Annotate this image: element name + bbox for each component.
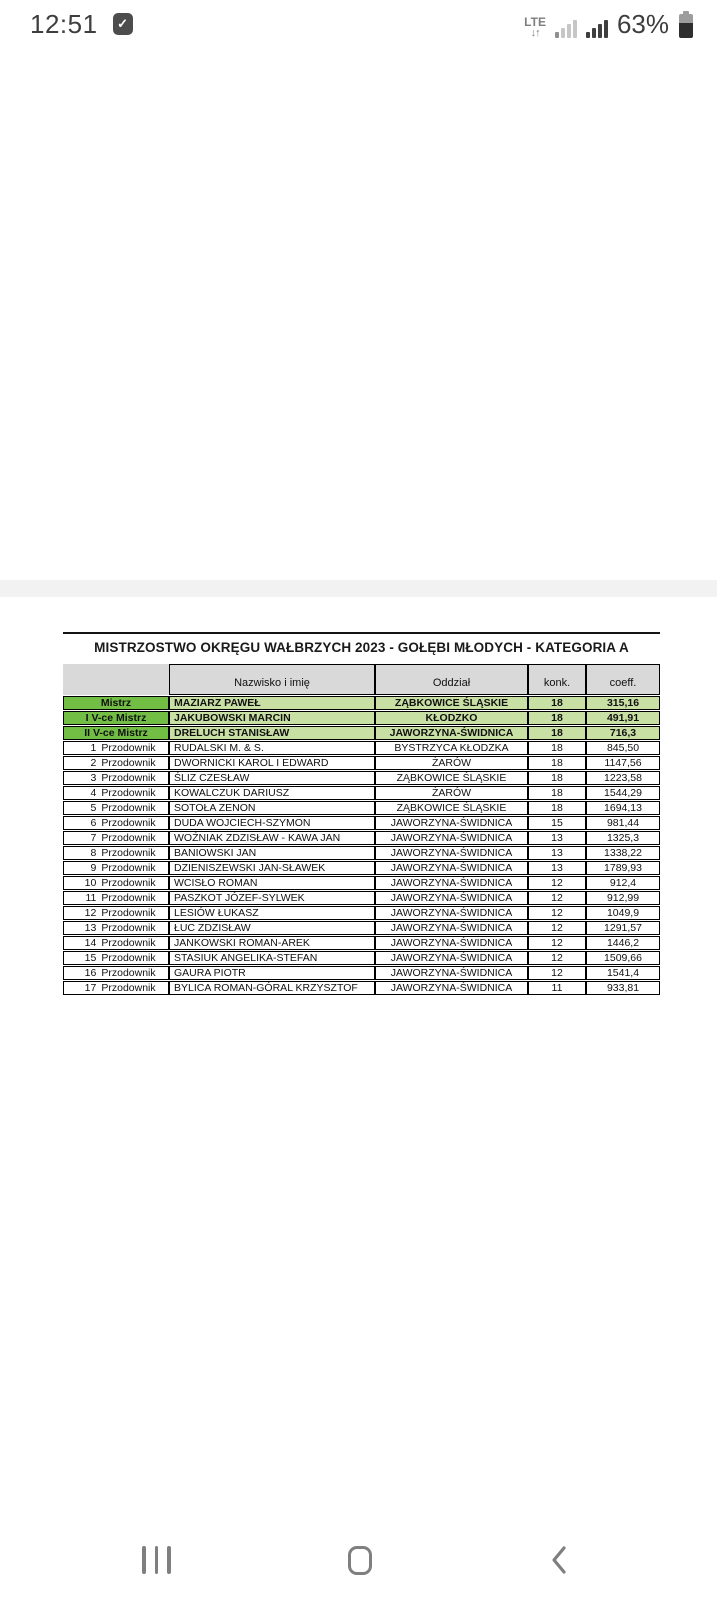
table-row — [63, 861, 660, 875]
konk-cell: 18 — [528, 741, 586, 755]
home-button[interactable] — [340, 1538, 380, 1583]
name-cell: KOWALCZUK DARIUSZ — [169, 786, 375, 800]
rank-number: 8 — [90, 847, 97, 859]
name-cell: DUDA WOJCIECH-SZYMON — [169, 816, 375, 830]
konk-cell: 18 — [528, 786, 586, 800]
rank-number: 12 — [84, 907, 97, 919]
rank-title: Przodownik — [101, 862, 156, 874]
rank-title: Przodownik — [101, 937, 156, 949]
signal-strength-icon-sim2 — [586, 19, 608, 40]
rank-number: 16 — [84, 967, 97, 979]
recent-apps-button[interactable] — [134, 1538, 179, 1582]
branch-cell: JAWORZYNA-ŚWIDNICA — [375, 816, 528, 830]
rank-title: Przodownik — [101, 847, 156, 859]
coeff-cell: 981,44 — [586, 816, 660, 830]
rank-cell — [63, 936, 169, 950]
branch-cell: JAWORZYNA-ŚWIDNICA — [375, 981, 528, 995]
rank-cell — [63, 831, 169, 845]
coeff-cell: 1338,22 — [586, 846, 660, 860]
coeff-cell: 1694,13 — [586, 801, 660, 815]
name-cell: BANIOWSKI JAN — [169, 846, 375, 860]
table-row — [63, 906, 660, 920]
konk-cell: 12 — [528, 966, 586, 980]
rank-number: 7 — [90, 832, 97, 844]
rank-number: 15 — [84, 952, 97, 964]
branch-cell: JAWORZYNA-ŚWIDNICA — [375, 861, 528, 875]
rank-cell — [63, 696, 169, 710]
coeff-cell: 1325,3 — [586, 831, 660, 845]
rank-title: Przodownik — [101, 742, 156, 754]
rank-title: Przodownik — [101, 907, 156, 919]
rank-title: Przodownik — [101, 967, 156, 979]
status-bar-right — [524, 9, 693, 40]
home-icon — [348, 1546, 372, 1575]
branch-cell: JAWORZYNA-ŚWIDNICA — [375, 726, 528, 740]
table-row — [63, 711, 660, 725]
branch-cell: JAWORZYNA-ŚWIDNICA — [375, 936, 528, 950]
coeff-cell: 1291,57 — [586, 921, 660, 935]
name-cell: WCISŁO ROMAN — [169, 876, 375, 890]
rank-cell — [63, 816, 169, 830]
table-row — [63, 936, 660, 950]
name-cell: JANKOWSKI ROMAN-AREK — [169, 936, 375, 950]
rank-number: 5 — [90, 802, 97, 814]
rank-title: Przodownik — [101, 832, 156, 844]
status-time: 12:51 — [30, 8, 98, 39]
table-row — [63, 891, 660, 905]
table-row — [63, 771, 660, 785]
name-cell: WOŹNIAK ZDZISŁAW - KAWA JAN — [169, 831, 375, 845]
rank-number: 9 — [90, 862, 97, 874]
rank-title: Przodownik — [101, 802, 156, 814]
name-cell: DWORNICKI KAROL I EDWARD — [169, 756, 375, 770]
results-table — [63, 663, 660, 996]
document-title: MISTRZOSTWO OKRĘGU WAŁBRZYCH 2023 - GOŁĘBI MŁODYCH - KATEGORIA A — [94, 640, 629, 655]
branch-cell: ŻARÓW — [375, 756, 528, 770]
rank-cell — [63, 951, 169, 965]
coeff-cell: 912,4 — [586, 876, 660, 890]
header-row — [63, 664, 660, 695]
branch-cell: JAWORZYNA-ŚWIDNICA — [375, 846, 528, 860]
konk-cell: 18 — [528, 801, 586, 815]
checkmark-notification-icon: ✓ — [113, 13, 133, 35]
rank-cell — [63, 756, 169, 770]
network-type-label: LTE — [524, 14, 546, 29]
data-arrows-icon: ↓↑ — [530, 26, 540, 39]
rank-number: 1 — [90, 742, 97, 754]
branch-cell: JAWORZYNA-ŚWIDNICA — [375, 921, 528, 935]
results-table-body — [63, 696, 660, 995]
rank-number: 2 — [90, 757, 97, 769]
rank-cell — [63, 966, 169, 980]
konk-cell: 11 — [528, 981, 586, 995]
rank-title: I V-ce Mistrz — [85, 712, 147, 724]
coeff-cell: 1223,58 — [586, 771, 660, 785]
konk-cell: 15 — [528, 816, 586, 830]
rank-title: Przodownik — [101, 757, 156, 769]
rank-title: Przodownik — [101, 982, 156, 994]
table-row — [63, 921, 660, 935]
rank-title: Przodownik — [101, 787, 156, 799]
name-cell: BYLICA ROMAN-GÓRAL KRZYSZTOF — [169, 981, 375, 995]
branch-cell: BYSTRZYCA KŁODZKA — [375, 741, 528, 755]
konk-cell: 18 — [528, 726, 586, 740]
konk-cell: 18 — [528, 711, 586, 725]
coeff-cell: 315,16 — [586, 696, 660, 710]
name-cell: ŁUC ZDZISŁAW — [169, 921, 375, 935]
table-row — [63, 786, 660, 800]
rank-cell — [63, 771, 169, 785]
back-icon — [549, 1544, 569, 1576]
name-cell: JAKUBOWSKI MARCIN — [169, 711, 375, 725]
konk-cell: 13 — [528, 831, 586, 845]
rank-title: II V-ce Mistrz — [84, 727, 148, 739]
coeff-cell: 933,81 — [586, 981, 660, 995]
rank-title: Przodownik — [101, 892, 156, 904]
konk-cell: 12 — [528, 876, 586, 890]
document-page — [63, 632, 660, 996]
header-cell-rank — [63, 664, 169, 695]
coeff-cell: 1541,4 — [586, 966, 660, 980]
coeff-cell: 716,3 — [586, 726, 660, 740]
branch-cell: JAWORZYNA-ŚWIDNICA — [375, 966, 528, 980]
rank-cell — [63, 921, 169, 935]
rank-title: Przodownik — [101, 952, 156, 964]
name-cell: ŚLIZ CZESŁAW — [169, 771, 375, 785]
table-row — [63, 966, 660, 980]
konk-cell: 12 — [528, 951, 586, 965]
recent-apps-icon — [142, 1546, 171, 1574]
rank-cell — [63, 861, 169, 875]
network-type-indicator — [524, 14, 546, 40]
branch-cell: ZĄBKOWICE ŚLĄSKIE — [375, 696, 528, 710]
rank-cell — [63, 906, 169, 920]
table-row — [63, 756, 660, 770]
table-row — [63, 726, 660, 740]
branch-cell: ZĄBKOWICE ŚLĄSKIE — [375, 801, 528, 815]
header-cell-coeff: coeff. — [586, 664, 660, 695]
rank-number: 6 — [90, 817, 97, 829]
coeff-cell: 1446,2 — [586, 936, 660, 950]
rank-title: Przodownik — [101, 817, 156, 829]
rank-number: 4 — [90, 787, 97, 799]
name-cell: PASZKOT JÓZEF-SYLWEK — [169, 891, 375, 905]
branch-cell: ŻARÓW — [375, 786, 528, 800]
rank-number: 11 — [85, 892, 97, 904]
rank-number: 14 — [84, 937, 97, 949]
rank-number: 17 — [84, 982, 97, 994]
page-separator-band — [0, 580, 717, 597]
rank-title: Przodownik — [101, 877, 156, 889]
name-cell: DZIENISZEWSKI JAN-SŁAWEK — [169, 861, 375, 875]
header-cell-name: Nazwisko i imię — [169, 664, 375, 695]
konk-cell: 12 — [528, 891, 586, 905]
table-row — [63, 696, 660, 710]
coeff-cell: 1544,29 — [586, 786, 660, 800]
branch-cell: JAWORZYNA-ŚWIDNICA — [375, 831, 528, 845]
table-row — [63, 951, 660, 965]
name-cell: DRELUCH STANISŁAW — [169, 726, 375, 740]
rank-number: 13 — [84, 922, 97, 934]
coeff-cell: 491,91 — [586, 711, 660, 725]
branch-cell: JAWORZYNA-ŚWIDNICA — [375, 906, 528, 920]
table-row — [63, 816, 660, 830]
rank-cell — [63, 981, 169, 995]
konk-cell: 12 — [528, 921, 586, 935]
rank-cell — [63, 726, 169, 740]
rank-cell — [63, 846, 169, 860]
coeff-cell: 1509,66 — [586, 951, 660, 965]
table-row — [63, 981, 660, 995]
table-row — [63, 846, 660, 860]
table-row — [63, 876, 660, 890]
name-cell: SOTOŁA ZENON — [169, 801, 375, 815]
rank-cell — [63, 891, 169, 905]
branch-cell: JAWORZYNA-ŚWIDNICA — [375, 891, 528, 905]
konk-cell: 18 — [528, 771, 586, 785]
rank-cell — [63, 741, 169, 755]
branch-cell: ZĄBKOWICE ŚLĄSKIE — [375, 771, 528, 785]
coeff-cell: 912,99 — [586, 891, 660, 905]
rank-number: 10 — [84, 877, 97, 889]
header-cell-branch: Oddział — [375, 664, 528, 695]
name-cell: LESIÓW ŁUKASZ — [169, 906, 375, 920]
battery-icon — [679, 14, 693, 38]
status-bar — [0, 0, 717, 46]
konk-cell: 13 — [528, 861, 586, 875]
rank-number: 3 — [90, 772, 97, 784]
konk-cell: 12 — [528, 936, 586, 950]
rank-title: Przodownik — [101, 772, 156, 784]
rank-cell — [63, 876, 169, 890]
konk-cell: 13 — [528, 846, 586, 860]
back-button[interactable] — [541, 1536, 577, 1584]
name-cell: STASIUK ANGELIKA-STEFAN — [169, 951, 375, 965]
navigation-bar — [0, 1520, 717, 1600]
konk-cell: 18 — [528, 756, 586, 770]
branch-cell: JAWORZYNA-ŚWIDNICA — [375, 876, 528, 890]
rank-cell — [63, 711, 169, 725]
coeff-cell: 1147,56 — [586, 756, 660, 770]
konk-cell: 12 — [528, 906, 586, 920]
rank-cell — [63, 801, 169, 815]
table-row — [63, 801, 660, 815]
table-row — [63, 741, 660, 755]
name-cell: MAZIARZ PAWEŁ — [169, 696, 375, 710]
rank-title: Przodownik — [101, 922, 156, 934]
header-cell-konk: konk. — [528, 664, 586, 695]
battery-percent-label: 63% — [616, 8, 669, 39]
coeff-cell: 845,50 — [586, 741, 660, 755]
name-cell: GAURA PIOTR — [169, 966, 375, 980]
coeff-cell: 1049,9 — [586, 906, 660, 920]
signal-strength-icon-sim1 — [555, 19, 577, 40]
status-bar-left — [30, 9, 133, 40]
coeff-cell: 1789,93 — [586, 861, 660, 875]
rank-title: Mistrz — [100, 697, 132, 709]
rank-cell — [63, 786, 169, 800]
name-cell: RUDALSKI M. & S. — [169, 741, 375, 755]
branch-cell: JAWORZYNA-ŚWIDNICA — [375, 951, 528, 965]
branch-cell: KŁODZKO — [375, 711, 528, 725]
table-row — [63, 831, 660, 845]
konk-cell: 18 — [528, 696, 586, 710]
